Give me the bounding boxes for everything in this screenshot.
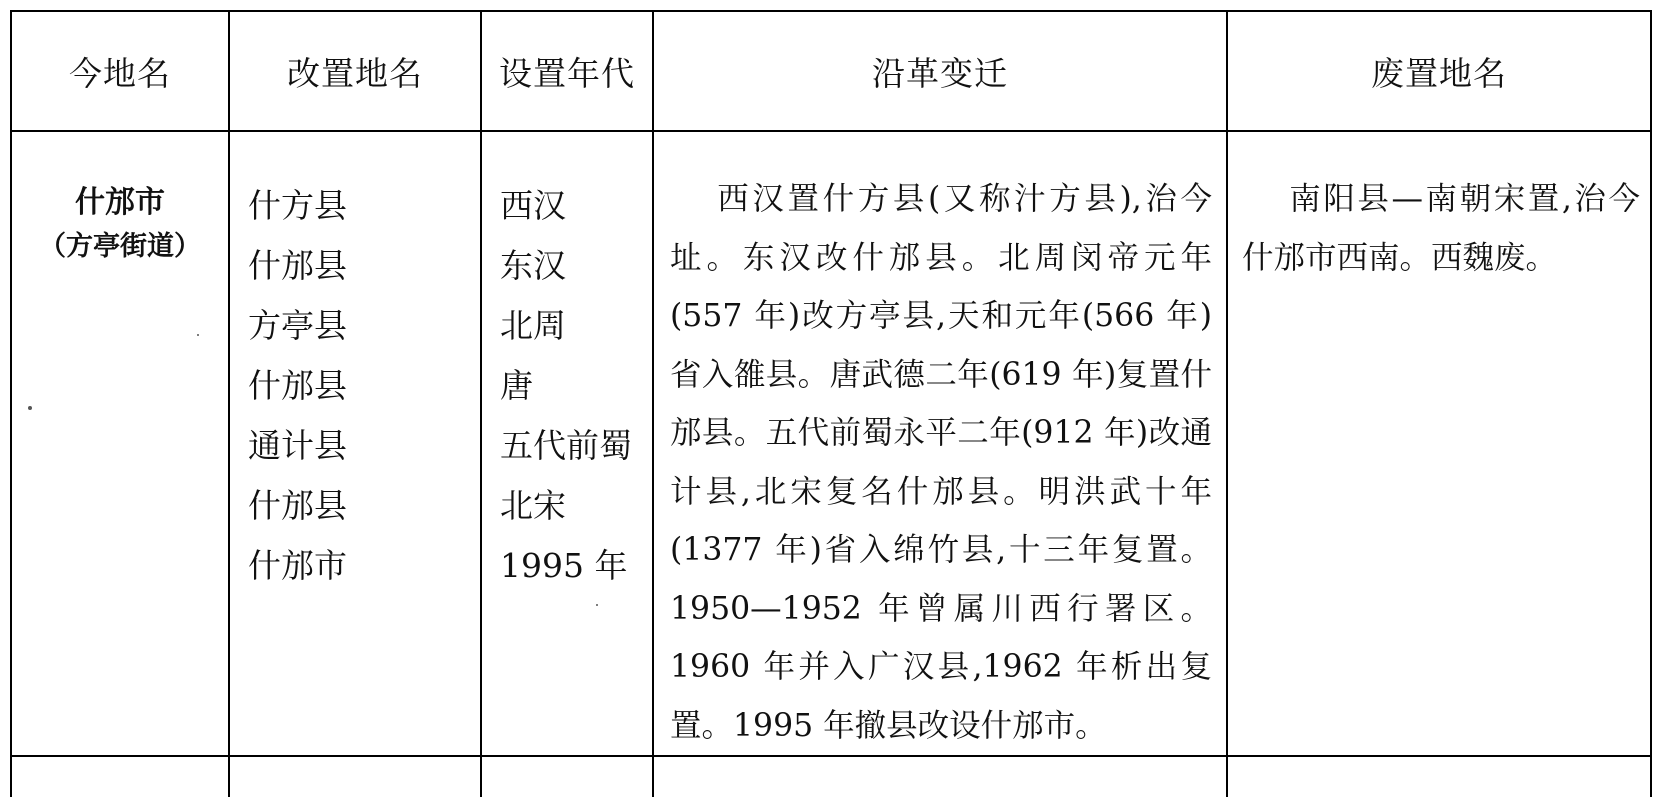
modern-name-cell xyxy=(11,131,229,756)
changed-name-item: 什邡县 xyxy=(248,246,347,285)
header-abolished-name: 废置地名 xyxy=(1227,11,1651,131)
header-established: 设置年代 xyxy=(481,11,653,131)
changed-name-item: 什方县 xyxy=(248,186,347,225)
place-name-table xyxy=(10,10,1652,797)
header-changed-name: 改置地名 xyxy=(229,11,481,131)
header-evolution: 沿革变迁 xyxy=(653,11,1227,131)
scan-speck xyxy=(596,604,598,606)
established-era-item: 北宋 xyxy=(500,486,566,525)
modern-subtitle: （方亭街道） xyxy=(39,231,201,262)
table-row xyxy=(11,131,1651,756)
changed-name-item: 什邡市 xyxy=(248,546,347,585)
header-modern-name: 今地名 xyxy=(11,11,229,131)
table-header-row xyxy=(11,11,1651,131)
stub-cell xyxy=(653,756,1227,797)
evolution-cell xyxy=(653,131,1227,756)
changed-name-item: 方亭县 xyxy=(248,306,347,345)
established-era-item: 1995 年 xyxy=(500,546,628,585)
modern-name: 什邡市 xyxy=(75,185,165,220)
stub-cell xyxy=(11,756,229,797)
established-era-item: 北周 xyxy=(500,306,566,345)
stub-cell xyxy=(1227,756,1651,797)
abolished-cell xyxy=(1227,131,1651,756)
abolished-text: 南阳县—南朝宋置,治今什邡市西南。西魏废。 xyxy=(1242,181,1640,276)
changed-name-item: 什邡县 xyxy=(248,366,347,405)
established-era-item: 唐 xyxy=(500,366,533,405)
changed-names-cell xyxy=(229,131,481,756)
established-era-item: 五代前蜀 xyxy=(500,426,632,465)
established-cell xyxy=(481,131,653,756)
stub-cell xyxy=(481,756,653,797)
established-era-item: 西汉 xyxy=(500,186,566,225)
evolution-text: 西汉置什方县(又称汁方县),治今址。东汉改什邡县。北周闵帝元年(557 年)改方亭县,天和元年(566 年)省入雒县。唐武德二年(619 年)复置什邡县。五代前蜀永平二年(912 年)改通计县,北宋复名什邡县。明洪武十年(1377 年)省入绵竹县,十三年复置。1950—1952 年曾属川西行署区。1960 年并入广汉县,1962 年析出复置。1995 年撤县改设什邡市。 xyxy=(670,181,1212,744)
scan-speck xyxy=(28,406,32,410)
table-row-partial xyxy=(11,756,1651,797)
changed-name-item: 通计县 xyxy=(248,426,347,465)
established-era-item: 东汉 xyxy=(500,246,566,285)
scan-speck xyxy=(197,334,199,336)
changed-name-item: 什邡县 xyxy=(248,486,347,525)
stub-cell xyxy=(229,756,481,797)
